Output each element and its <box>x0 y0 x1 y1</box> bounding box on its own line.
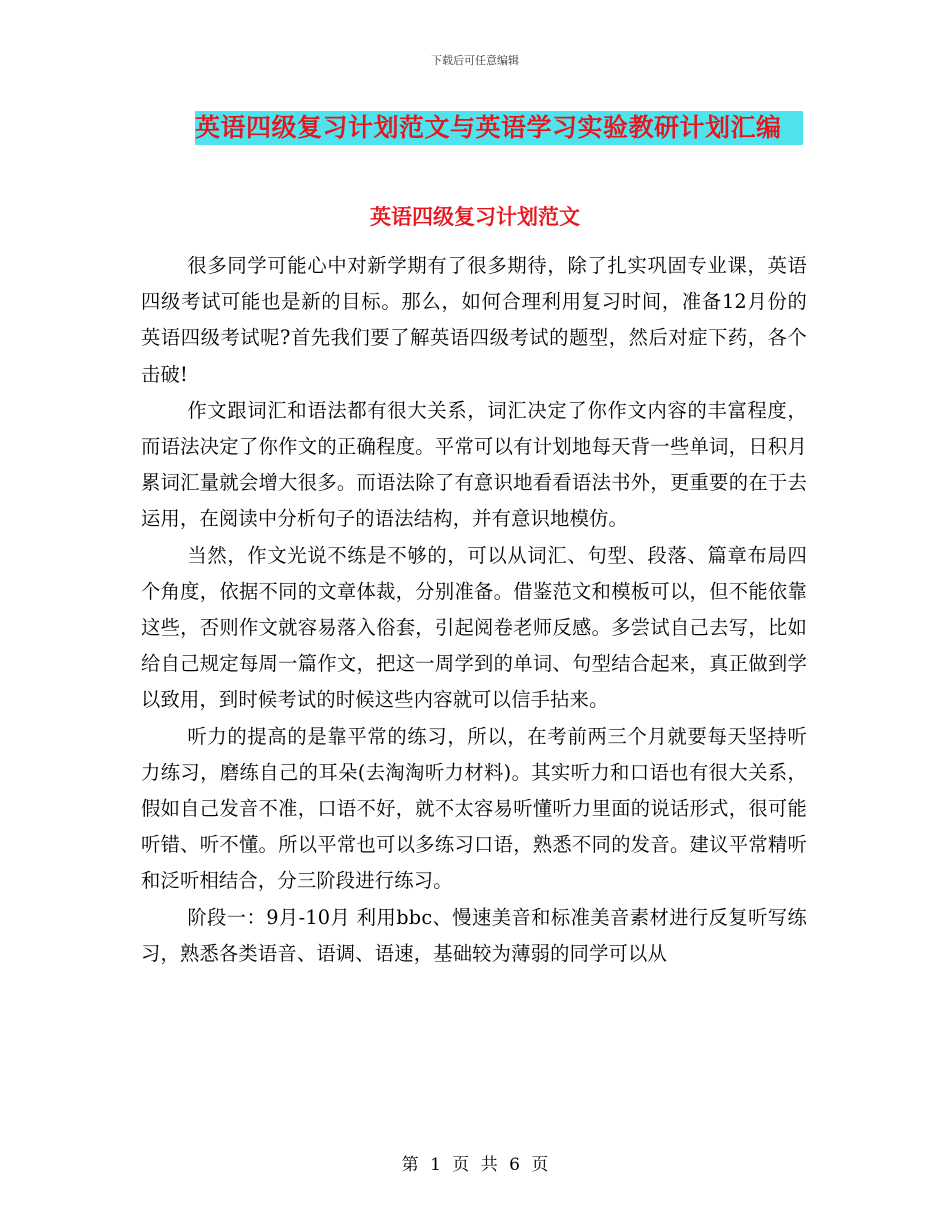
paragraph-2: 作文跟词汇和语法都有很大关系，词汇决定了你作文内容的丰富程度，而语法决定了你作文的正确程度。平常可以有计划地每天背一些单词，日积月累词汇量就会增大很多。而语法除了有意识地看看语法书外，更重要的在于去运用，在阅读中分析句子的语法结构，并有意识地模仿。 <box>141 398 807 531</box>
paragraph-4: 听力的提高的是靠平常的练习，所以，在考前两三个月就要每天坚持听力练习，磨练自己的耳朵(去淘淘听力材料)。其实听力和口语也有很大关系，假如自己发音不准，口语不好，就不太容易听懂听力里面的说话形式，很可能听错、听不懂。所以平常也可以多练习口语，熟悉不同的发音。建议平常精听和泛听相结合，分三阶段进行练习。 <box>141 724 807 893</box>
main-title: 英语四级复习计划范文与英语学习实验教研计划汇编 <box>195 111 803 145</box>
document-body <box>141 248 807 972</box>
section-title: 英语四级复习计划范文 <box>370 204 580 229</box>
paragraph-1: 很多同学可能心中对新学期有了很多期待，除了扎实巩固专业课，英语四级考试可能也是新的目标。那么，如何合理利用复习时间，准备12月份的英语四级考试呢?首先我们要了解英语四级考试的题型，然后对症下药，各个击破! <box>141 254 807 386</box>
page-number-footer: 第 1 页 共 6 页 <box>401 1155 549 1175</box>
paragraph-5: 阶段一：9月-10月 利用bbc、慢速美音和标准美音素材进行反复听写练习，熟悉各类语音、语调、语速，基础较为薄弱的同学可以从 <box>141 905 807 965</box>
paragraph-3: 当然，作文光说不练是不够的，可以从词汇、句型、段落、篇章布局四个角度，依据不同的文章体裁，分别准备。借鉴范文和模板可以，但不能依靠这些，否则作文就容易落入俗套，引起阅卷老师反感。多尝试自己去写，比如给自己规定每周一篇作文，把这一周学到的单词、句型结合起来，真正做到学以致用，到时候考试的时候这些内容就可以信手拈来。 <box>141 543 807 712</box>
main-title-container <box>195 111 803 145</box>
page-header-note: 下载后可任意编辑 <box>431 54 519 67</box>
